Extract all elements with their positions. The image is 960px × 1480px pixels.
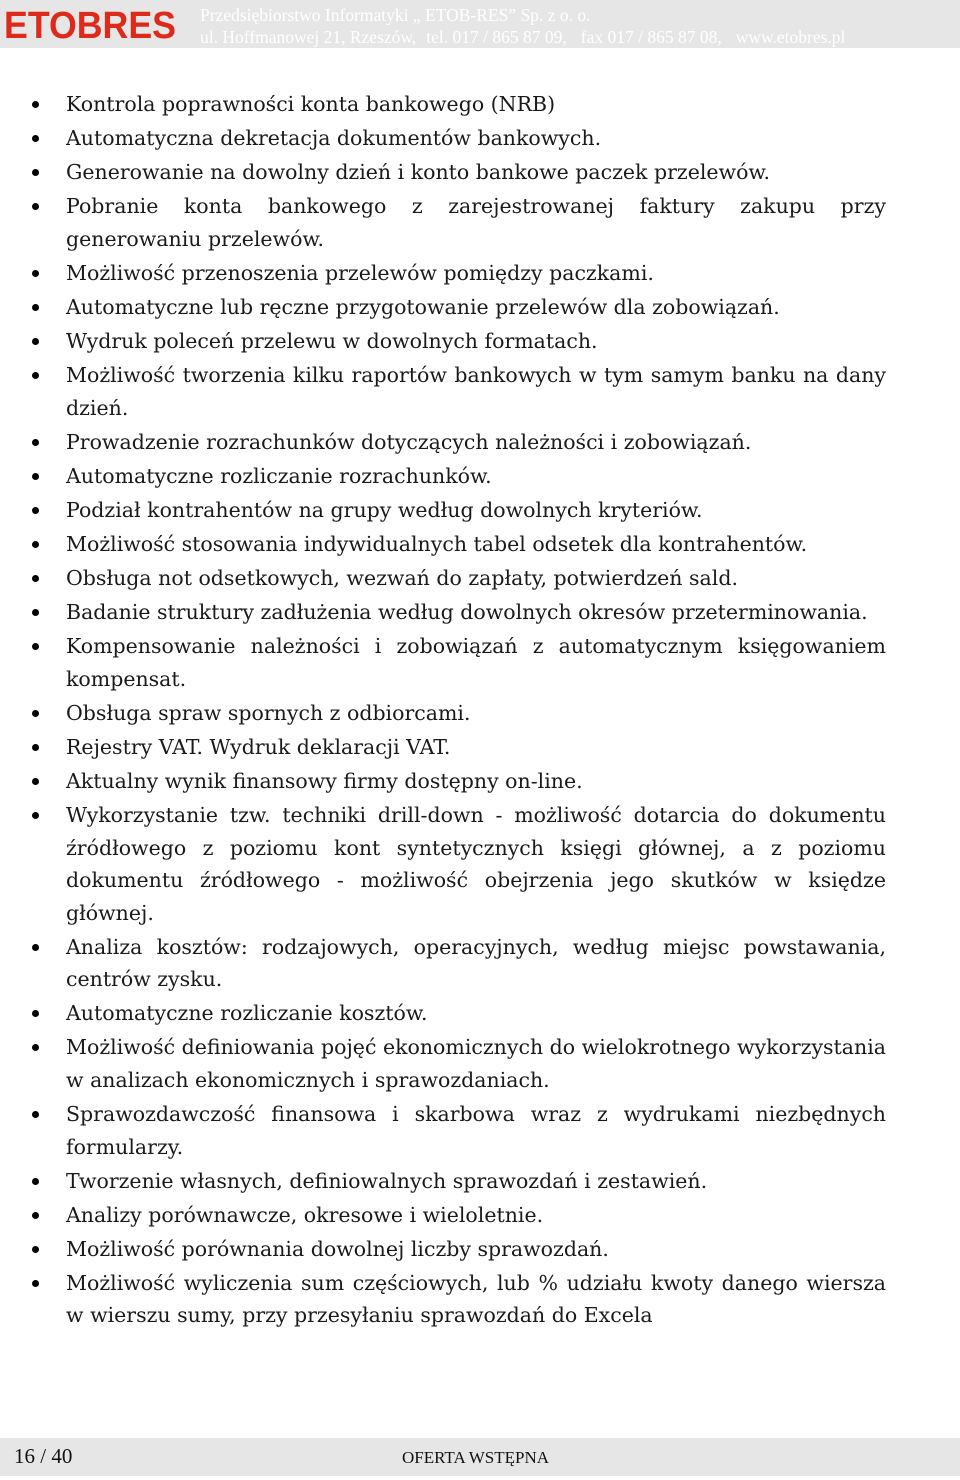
list-item [30,1165,886,1198]
list-item [30,1098,886,1163]
list-item-text: Automatyczna dekretacja dokumentów bankowych. [66,126,602,151]
page-number: 16 / 40 [14,1444,73,1468]
bullet-icon [32,270,39,277]
footer-label: OFERTA WSTĘPNA [402,1448,550,1467]
bullet-icon [32,203,39,210]
list-item [30,997,886,1030]
list-item [30,122,886,155]
bullet-icon [32,1010,39,1017]
list-item-text: Możliwość stosowania indywidualnych tabel odsetek dla kontrahentów. [66,532,808,557]
bullet-icon [32,372,39,379]
list-item-text: Analiza kosztów: rodzajowych, operacyjnych, według miejsc powstawania, centrów zysku. [66,934,886,992]
bullet-icon [32,643,39,650]
list-item-text: Możliwość przenoszenia przelewów pomiędzy paczkami. [66,260,654,285]
bullet-icon [32,473,39,480]
list-item [30,257,886,290]
etobres-logo [2,4,180,44]
list-item-text: Możliwość wyliczenia sum częściowych, lub % udziału kwoty danego wiersza w wierszu sumy, przy przesyłaniu sprawozdań do Excela [66,1270,886,1328]
feature-list-section [30,88,886,1334]
bullet-icon [32,1111,39,1118]
list-item-text: Rejestry VAT. Wydruk deklaracji VAT. [66,735,451,759]
list-item [30,460,886,493]
bullet-icon [32,507,39,514]
list-item-text: Generowanie na dowolny dzień i konto bankowe paczek przelewów. [66,160,771,185]
company-contact [200,26,945,48]
bullet-icon [32,778,39,785]
list-item-text: Sprawozdawczość finansowa i skarbowa wraz z wydrukami niezbędnych formularzy. [66,1102,886,1159]
bullet-icon [32,1044,39,1051]
company-name: Przedsiębiorstwo Informatyki „ ETOB-RES” Sp. z o. o. [200,5,591,25]
bullet-icon [32,812,39,819]
list-item [30,426,886,459]
bullet-icon [32,338,39,345]
list-item-text: Prowadzenie rozrachunków dotyczących należności i zobowiązań. [66,429,752,454]
bullet-icon [32,1246,39,1253]
bullet-icon [32,1178,39,1185]
list-item [30,1199,886,1232]
bullet-icon [32,744,39,751]
list-item-text: Kontrola poprawności konta bankowego (NRB) [66,92,556,116]
bullet-icon [32,304,39,311]
list-item [30,494,886,527]
list-item [30,359,886,424]
list-item-text: Możliwość definiowania pojęć ekonomicznych do wielokrotnego wykorzystania w analizach ekonomicznych i sprawozdaniach. [66,1035,886,1092]
list-item-text: Obsługa spraw spornych z odbiorcami. [66,700,471,725]
bullet-icon [32,439,39,446]
list-item-text: Aktualny wynik finansowy firmy dostępny on-line. [66,769,583,794]
list-item [30,1233,886,1266]
company-address: ul. Hoffmanowej 21, Rzeszów, [200,27,417,47]
list-item [30,291,886,324]
list-item-text: Tworzenie własnych, definiowalnych sprawozdań i zestawień. [66,1168,708,1193]
feature-list [30,88,886,1332]
bullet-icon [32,101,39,108]
company-fax: fax 017 / 865 87 08, [580,27,722,47]
list-item [30,325,886,358]
list-item-text: Pobranie konta bankowego z zarejestrowanej faktury zakupu przy generowaniu przelewów. [66,194,886,251]
list-item-text: Automatyczne rozliczanie kosztów. [66,1001,428,1026]
list-item-text: Kompensowanie należności i zobowiązań z automatycznym księgowaniem kompensat. [66,634,886,691]
list-item [30,562,886,595]
list-item [30,190,886,255]
list-item [30,931,886,996]
list-item-text: Wydruk poleceń przelewu w dowolnych formatach. [66,329,598,354]
list-item [30,799,886,929]
bullet-icon [32,135,39,142]
list-item-text: Badanie struktury zadłużenia według dowolnych okresów przeterminowania. [66,600,868,625]
list-item-text: Podział kontrahentów na grupy według dowolnych kryteriów. [66,497,703,522]
list-item [30,528,886,561]
bullet-icon [32,575,39,582]
list-item [30,88,886,121]
list-item-text: Automatyczne lub ręczne przygotowanie przelewów dla zobowiązań. [66,294,780,319]
bullet-icon [32,944,39,951]
company-www: www.etobres.pl [735,27,846,47]
bullet-icon [32,541,39,548]
list-item-text: Możliwość porównania dowolnej liczby sprawozdań. [66,1236,609,1261]
list-item-text: Wykorzystanie tzw. techniki drill-down - możliwość dotarcia do dokumentu źródłowego z poziomu kont syntetycznych księgi głównej, a z poziomu dokumentu źródłowego - możliwość obejrzenia jego skutków w księdze głównej. [66,803,886,925]
list-item [30,765,886,798]
list-item-text: Analizy porównawcze, okresowe i wieloletnie. [66,1202,544,1227]
bullet-icon [32,1212,39,1219]
company-tel: tel. 017 / 865 87 09, [426,27,567,47]
list-item-text: Obsługa not odsetkowych, wezwań do zapłaty, potwierdzeń sald. [66,566,738,591]
list-item [30,156,886,189]
list-item-text: Możliwość tworzenia kilku raportów bankowych w tym samym banku na dany dzień. [66,363,886,420]
page-header [0,0,960,48]
list-item [30,630,886,695]
list-item [30,697,886,730]
bullet-icon [32,710,39,717]
bullet-icon [32,1280,39,1287]
company-info [200,4,945,48]
bullet-icon [32,609,39,616]
page-footer [0,1438,960,1476]
list-item [30,731,886,764]
bullet-icon [32,169,39,176]
list-item [30,1031,886,1096]
list-item [30,596,886,629]
list-item [30,1267,886,1332]
list-item-text: Automatyczne rozliczanie rozrachunków. [66,463,492,488]
logo-text: ETOBRES [4,5,176,44]
